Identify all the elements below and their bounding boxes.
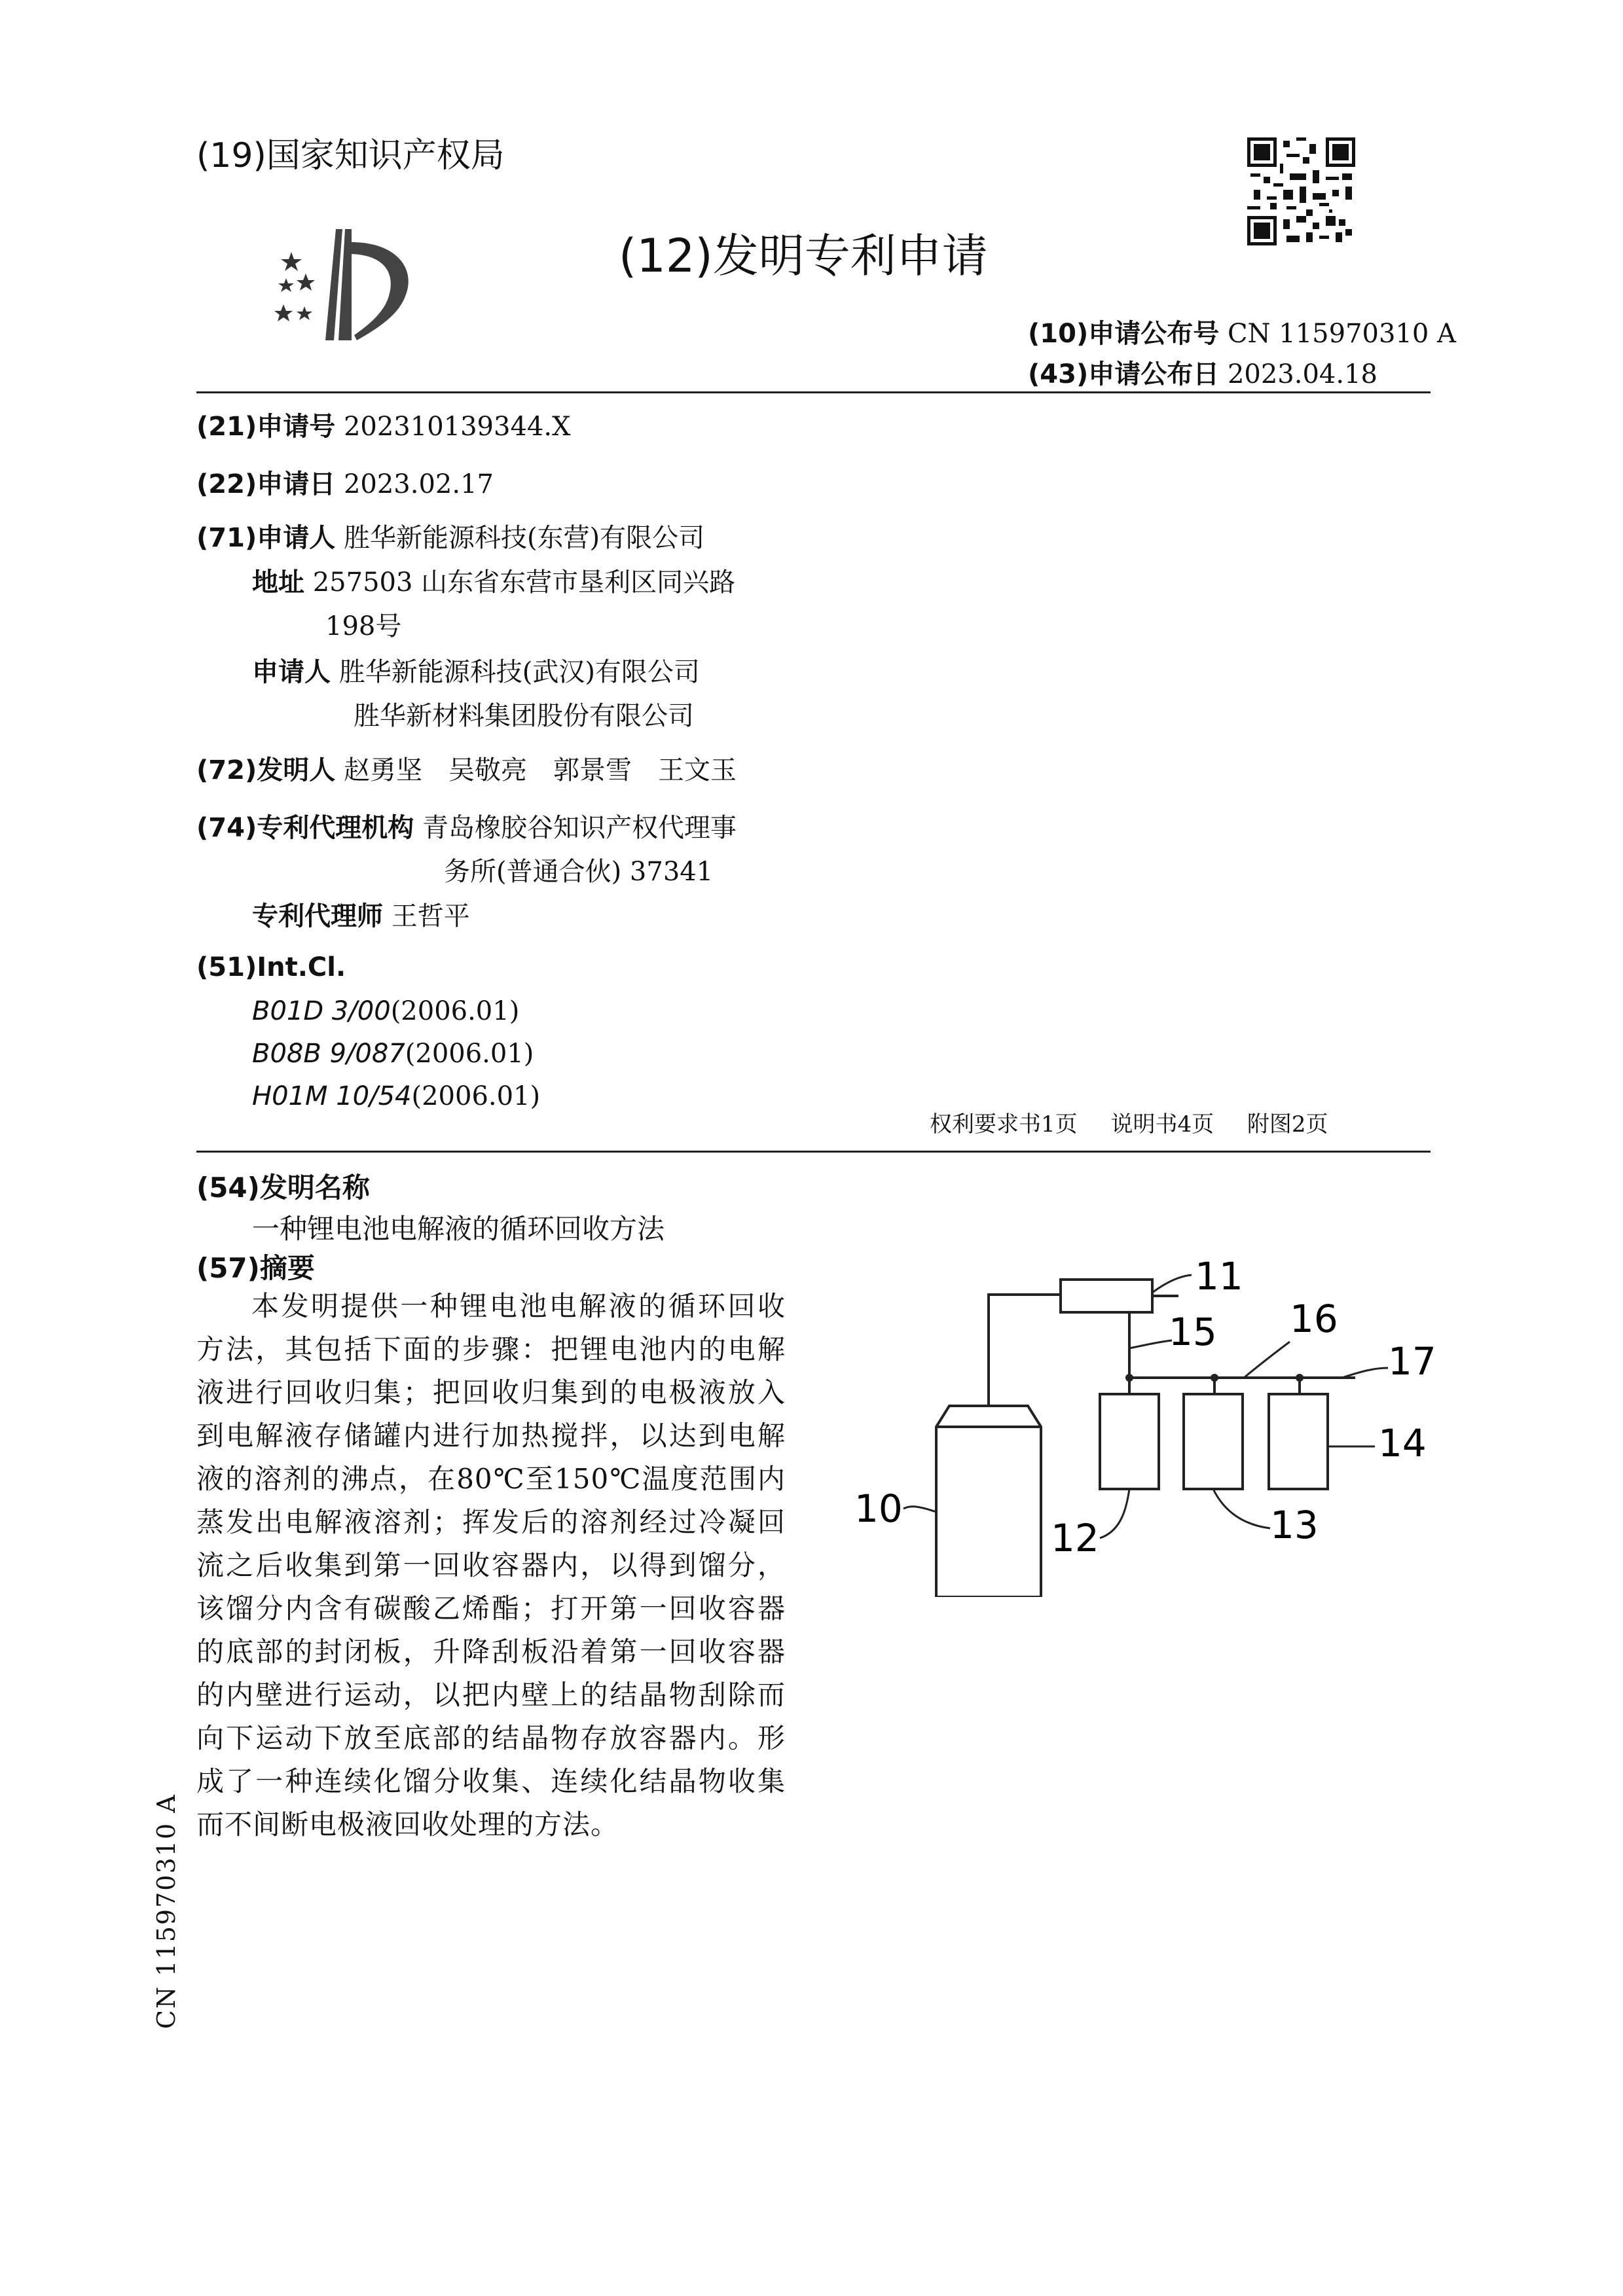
abstract-figure — [838, 1230, 1460, 1597]
address-label: 地址 — [252, 567, 304, 598]
agency-label: (74)专利代理机构 — [196, 813, 414, 843]
condenser-11 — [1061, 1280, 1152, 1312]
agent-name: 王哲平 — [391, 901, 470, 931]
address-line1: 257503 山东省东营市垦利区同兴路 — [312, 567, 736, 598]
agency-field — [196, 807, 737, 844]
figure-label-17: 17 — [1388, 1339, 1436, 1384]
co-applicant-name-2: 胜华新材料集团股份有限公司 — [354, 701, 694, 731]
agency-name-line2: 务所(普通合伙) 37341 — [444, 857, 714, 887]
figure-label-13: 13 — [1270, 1503, 1319, 1547]
ipc-code: B08B 9/087 — [252, 1039, 405, 1069]
co-applicant-name: 胜华新能源科技(武汉)有限公司 — [338, 657, 700, 687]
cnipa-logo — [265, 223, 429, 347]
leader-11 — [1152, 1275, 1192, 1293]
page-counts — [930, 1106, 1355, 1138]
publication-number-label: (10)申请公布号 — [1028, 319, 1220, 349]
address-field — [252, 562, 735, 599]
leader-12 — [1100, 1489, 1129, 1538]
ipc-entry — [252, 1081, 540, 1111]
drawings-pages: 附图2页 — [1247, 1111, 1328, 1138]
figure-label-10: 10 — [854, 1486, 903, 1531]
co-applicant-label: 申请人 — [252, 657, 331, 687]
applicant-name: 胜华新能源科技(东营)有限公司 — [343, 523, 705, 553]
co-applicant-field — [252, 651, 700, 689]
abstract-text: 本发明提供一种锂电池电解液的循环回收方法，其包括下面的步骤：把锂电池内的电解液进行回收归集；把回收归集到的电极液放入到电解液存储罐内进行加热搅拌，以达到电解液的溶剂的沸点，在80℃至150℃温度范围内蒸发出电解液溶剂；挥发后的溶剂经过冷凝回流之后收集到第一回收容器内，以得到馏分，该馏分内含有碳酸乙烯酯；打开第一回收容器的底部的封闭板，升降刮板沿着第一回收容器的内壁进行运动，以把内壁上的结晶物刮除而向下运动下放至底部的结晶物存放容器内。形成了一种连续化馏分收集、连续化结晶物收集而不间断电极液回收处理的方法。 — [196, 1290, 786, 1840]
intcl-field — [196, 952, 346, 982]
ipc-entry — [252, 1039, 534, 1069]
application-date-label: (22)申请日 — [196, 469, 336, 499]
inventors-label: (72)发明人 — [196, 755, 336, 785]
vapor-pipe — [989, 1295, 1061, 1406]
invention-title: 一种锂电池电解液的循环回收方法 — [252, 1213, 665, 1245]
leader-17 — [1342, 1368, 1388, 1378]
qr-code — [1247, 137, 1355, 245]
figure-label-12: 12 — [1051, 1516, 1099, 1560]
ipc-entry — [252, 996, 519, 1026]
figure-label-14: 14 — [1378, 1421, 1427, 1465]
container-12 — [1100, 1394, 1159, 1489]
abstract-section-label: (57)摘要 — [196, 1252, 315, 1284]
address-line2: 198号 — [325, 611, 402, 641]
issuing-office: (19)国家知识产权局 — [196, 136, 505, 175]
leader-13 — [1213, 1489, 1270, 1528]
applicant-field — [196, 517, 704, 554]
publication-date-line — [1028, 353, 1377, 391]
ipc-code: H01M 10/54 — [252, 1081, 412, 1111]
claims-pages: 权利要求书1页 — [930, 1111, 1078, 1138]
leader-15 — [1129, 1340, 1172, 1348]
ipc-version: (2006.01) — [411, 1081, 541, 1111]
agent-label: 专利代理师 — [252, 901, 383, 931]
application-number-label: (21)申请号 — [196, 412, 336, 442]
header-divider — [196, 391, 1431, 393]
inventors-names: 赵勇坚 吴敬亮 郭景雪 王文玉 — [343, 755, 737, 785]
side-publication-id: CN 115970310 A — [152, 1793, 181, 2029]
ipc-version: (2006.01) — [390, 996, 520, 1026]
applicant-label: (71)申请人 — [196, 523, 336, 553]
publication-date-label: (43)申请公布日 — [1028, 359, 1220, 389]
intcl-label: (51)Int.Cl. — [196, 952, 346, 982]
figure-label-16: 16 — [1290, 1297, 1338, 1341]
tank-10 — [936, 1406, 1041, 1597]
inventors-field — [196, 749, 737, 787]
leader-16 — [1244, 1342, 1290, 1378]
publication-number-line — [1028, 313, 1456, 350]
agent-field — [252, 895, 470, 933]
document-type-title: (12)发明专利申请 — [619, 229, 988, 283]
description-pages: 说明书4页 — [1110, 1111, 1214, 1138]
container-13 — [1184, 1394, 1243, 1489]
agency-name: 青岛橡胶谷知识产权代理事 — [422, 813, 737, 843]
publication-number: CN 115970310 A — [1227, 319, 1456, 349]
container-14 — [1269, 1394, 1328, 1489]
application-number-field — [196, 406, 571, 443]
publication-date: 2023.04.18 — [1227, 359, 1377, 389]
title-section-label: (54)发明名称 — [196, 1172, 370, 1204]
biblio-divider — [196, 1151, 1431, 1153]
application-number: 202310139344.X — [343, 412, 571, 442]
leader-10 — [903, 1507, 936, 1512]
figure-label-11: 11 — [1195, 1254, 1243, 1299]
figure-label-15: 15 — [1169, 1310, 1217, 1354]
application-date-field — [196, 463, 494, 501]
ipc-code: B01D 3/00 — [252, 996, 391, 1026]
ipc-version: (2006.01) — [405, 1039, 534, 1069]
application-date: 2023.02.17 — [343, 469, 494, 499]
